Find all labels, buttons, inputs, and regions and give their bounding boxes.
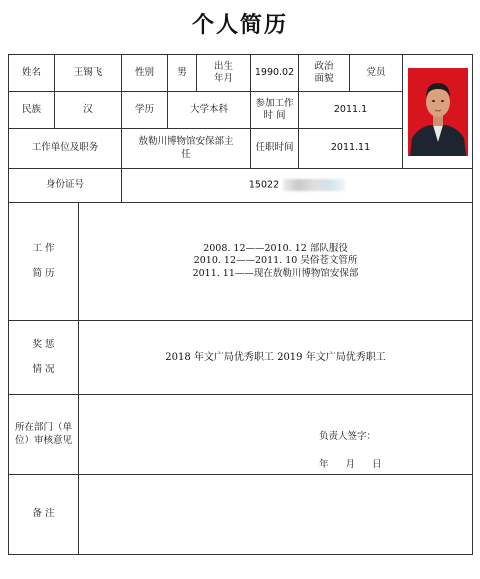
awards-label: 奖 惩 情 况 <box>9 321 79 395</box>
date-label: 年 月 日 <box>319 459 382 470</box>
row-awards <box>9 321 473 395</box>
ethnicity-value: 汉 <box>55 92 122 129</box>
unit-value: 敖勒川博物馆安保部主 任 <box>122 129 251 169</box>
appoint-value: 2011.11 <box>299 129 403 169</box>
row-review <box>9 395 473 475</box>
resume-content <box>79 203 473 321</box>
political-value: 党员 <box>350 55 403 92</box>
id-redaction <box>283 179 345 191</box>
resume-line: 2010. 12——2011. 10 吴俗苍文管所 <box>193 255 358 267</box>
unit-label: 工作单位及职务 <box>9 129 122 169</box>
id-card-value <box>122 169 473 203</box>
id-photo <box>408 68 468 156</box>
row-remarks <box>9 475 473 555</box>
person-portrait-icon <box>408 68 468 156</box>
row-resume <box>9 203 473 321</box>
political-label: 政治 面貌 <box>299 55 350 92</box>
awards-content: 2018 年文广局优秀职工 2019 年文广局优秀职工 <box>79 321 473 395</box>
work-start-value: 2011.1 <box>299 92 403 129</box>
review-label: 所在部门（单 位）审核意见 <box>9 395 79 475</box>
gender-label: 性别 <box>122 55 168 92</box>
photo-cell <box>403 55 473 169</box>
ethnicity-label: 民族 <box>9 92 55 129</box>
resume-label: 工 作 简 历 <box>9 203 79 321</box>
name-label: 姓名 <box>9 55 55 92</box>
education-value: 大学本科 <box>168 92 251 129</box>
appoint-label: 任职时间 <box>251 129 299 169</box>
page-title: 个人简历 <box>191 12 288 38</box>
gender-value: 男 <box>168 55 197 92</box>
resume-line: 2008. 12——2010. 12 部队服役 <box>203 242 348 254</box>
resume-line: 2011. 11——现在敖勒川博物馆安保部 <box>192 267 359 279</box>
birth-value: 1990.02 <box>251 55 299 92</box>
name-value: 王锡飞 <box>55 55 122 92</box>
row-basic-1 <box>9 55 473 92</box>
remarks-label: 备 注 <box>9 475 79 555</box>
remarks-content <box>79 475 473 555</box>
row-id <box>9 169 473 203</box>
birth-label: 出生 年月 <box>197 55 251 92</box>
work-start-label: 参加工作 时 间 <box>251 92 299 129</box>
review-content <box>79 395 473 475</box>
education-label: 学历 <box>122 92 168 129</box>
resume-form <box>8 54 473 555</box>
id-card-label: 身份证号 <box>9 169 122 203</box>
id-card-prefix: 15022 <box>248 179 280 191</box>
signature-label: 负责人签字： <box>319 431 377 442</box>
